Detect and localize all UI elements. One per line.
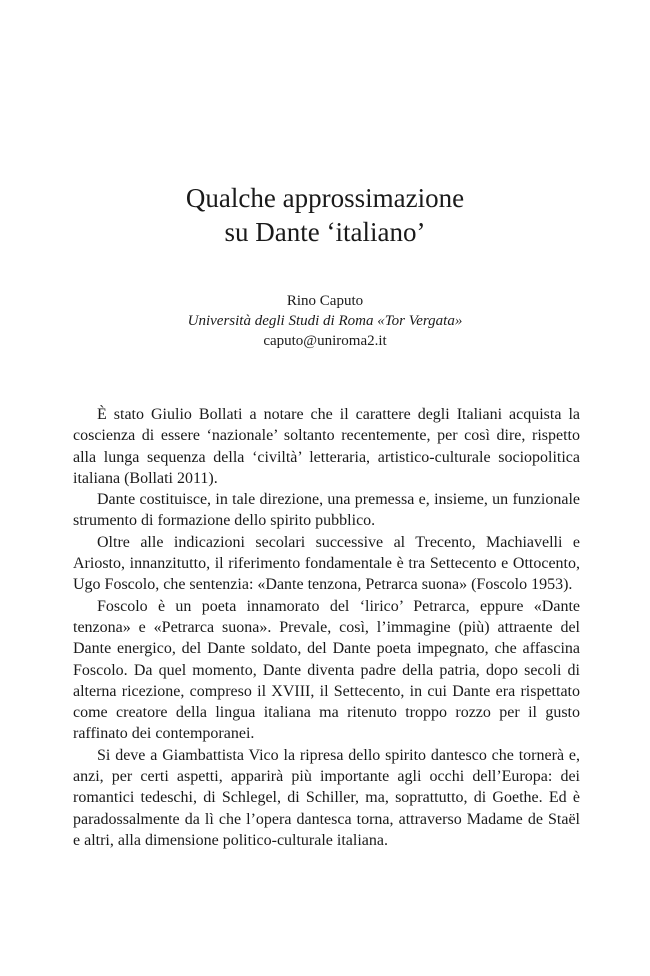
- paragraph-1: È stato Giulio Bollati a notare che il carattere degli Italiani acquista la coscienza di essere ‘nazionale’ soltanto recentemente, per così dire, rispetto alla lunga sequenza della ‘civiltà’ letteraria, artistico-culturale sociopolitica italiana (Bollati 2011).: [73, 406, 580, 487]
- article-body: [73, 404, 580, 851]
- paragraph-3: Oltre alle indicazioni secolari successive al Trecento, Machiavelli e Ariosto, innanzitutto, il riferimento fondamentale è tra Settecento e Ottocento, Ugo Foscolo, che sentenzia: «Dante tenzona, Petrarca suona» (Foscolo 1953).: [73, 533, 580, 594]
- author-name: Rino Caputo: [286, 293, 364, 309]
- paragraph-5: Si deve a Giambattista Vico la ripresa dello spirito dantesco che tornerà e, anzi, per certi aspetti, apparirà più importante agli occhi dell’Europa: dei romantici tedeschi, di Schlegel, di Schiller, ma, soprattutto, di Goethe. Ed è paradossalmente da lì che l’opera dantesca torna, attraverso Madame de Staël e altri, alla dimensione politico-culturale italiana.: [73, 746, 580, 849]
- title-line-2: su Dante ‘italiano’: [224, 217, 426, 247]
- article-title: [0, 181, 650, 249]
- author-block: [0, 291, 650, 351]
- paragraph-4: Foscolo è un poeta innamorato del ‘lirico’ Petrarca, eppure «Dante tenzona» e «Petrarca suona». Prevale, così, l’immagine (più) attraente del Dante energico, del Dante soldato, del Dante poeta impegnato, che affascina Foscolo. Da quel momento, Dante diventa padre della patria, dopo secoli di alterna ricezione, compreso il XVIII, il Settecento, in cui Dante era rispettato come creatore della lingua italiana ma ritenuto troppo rozzo per il gusto raffinato dei contemporanei.: [73, 597, 580, 743]
- author-email: caputo@uniroma2.it: [263, 333, 387, 349]
- author-affiliation: Università degli Studi di Roma «Tor Vergata»: [187, 313, 463, 329]
- title-line-1: Qualche approssimazione: [185, 183, 465, 213]
- paragraph-2: Dante costituisce, in tale direzione, una premessa e, insieme, un funzionale strumento di formazione dello spirito pubblico.: [73, 491, 580, 530]
